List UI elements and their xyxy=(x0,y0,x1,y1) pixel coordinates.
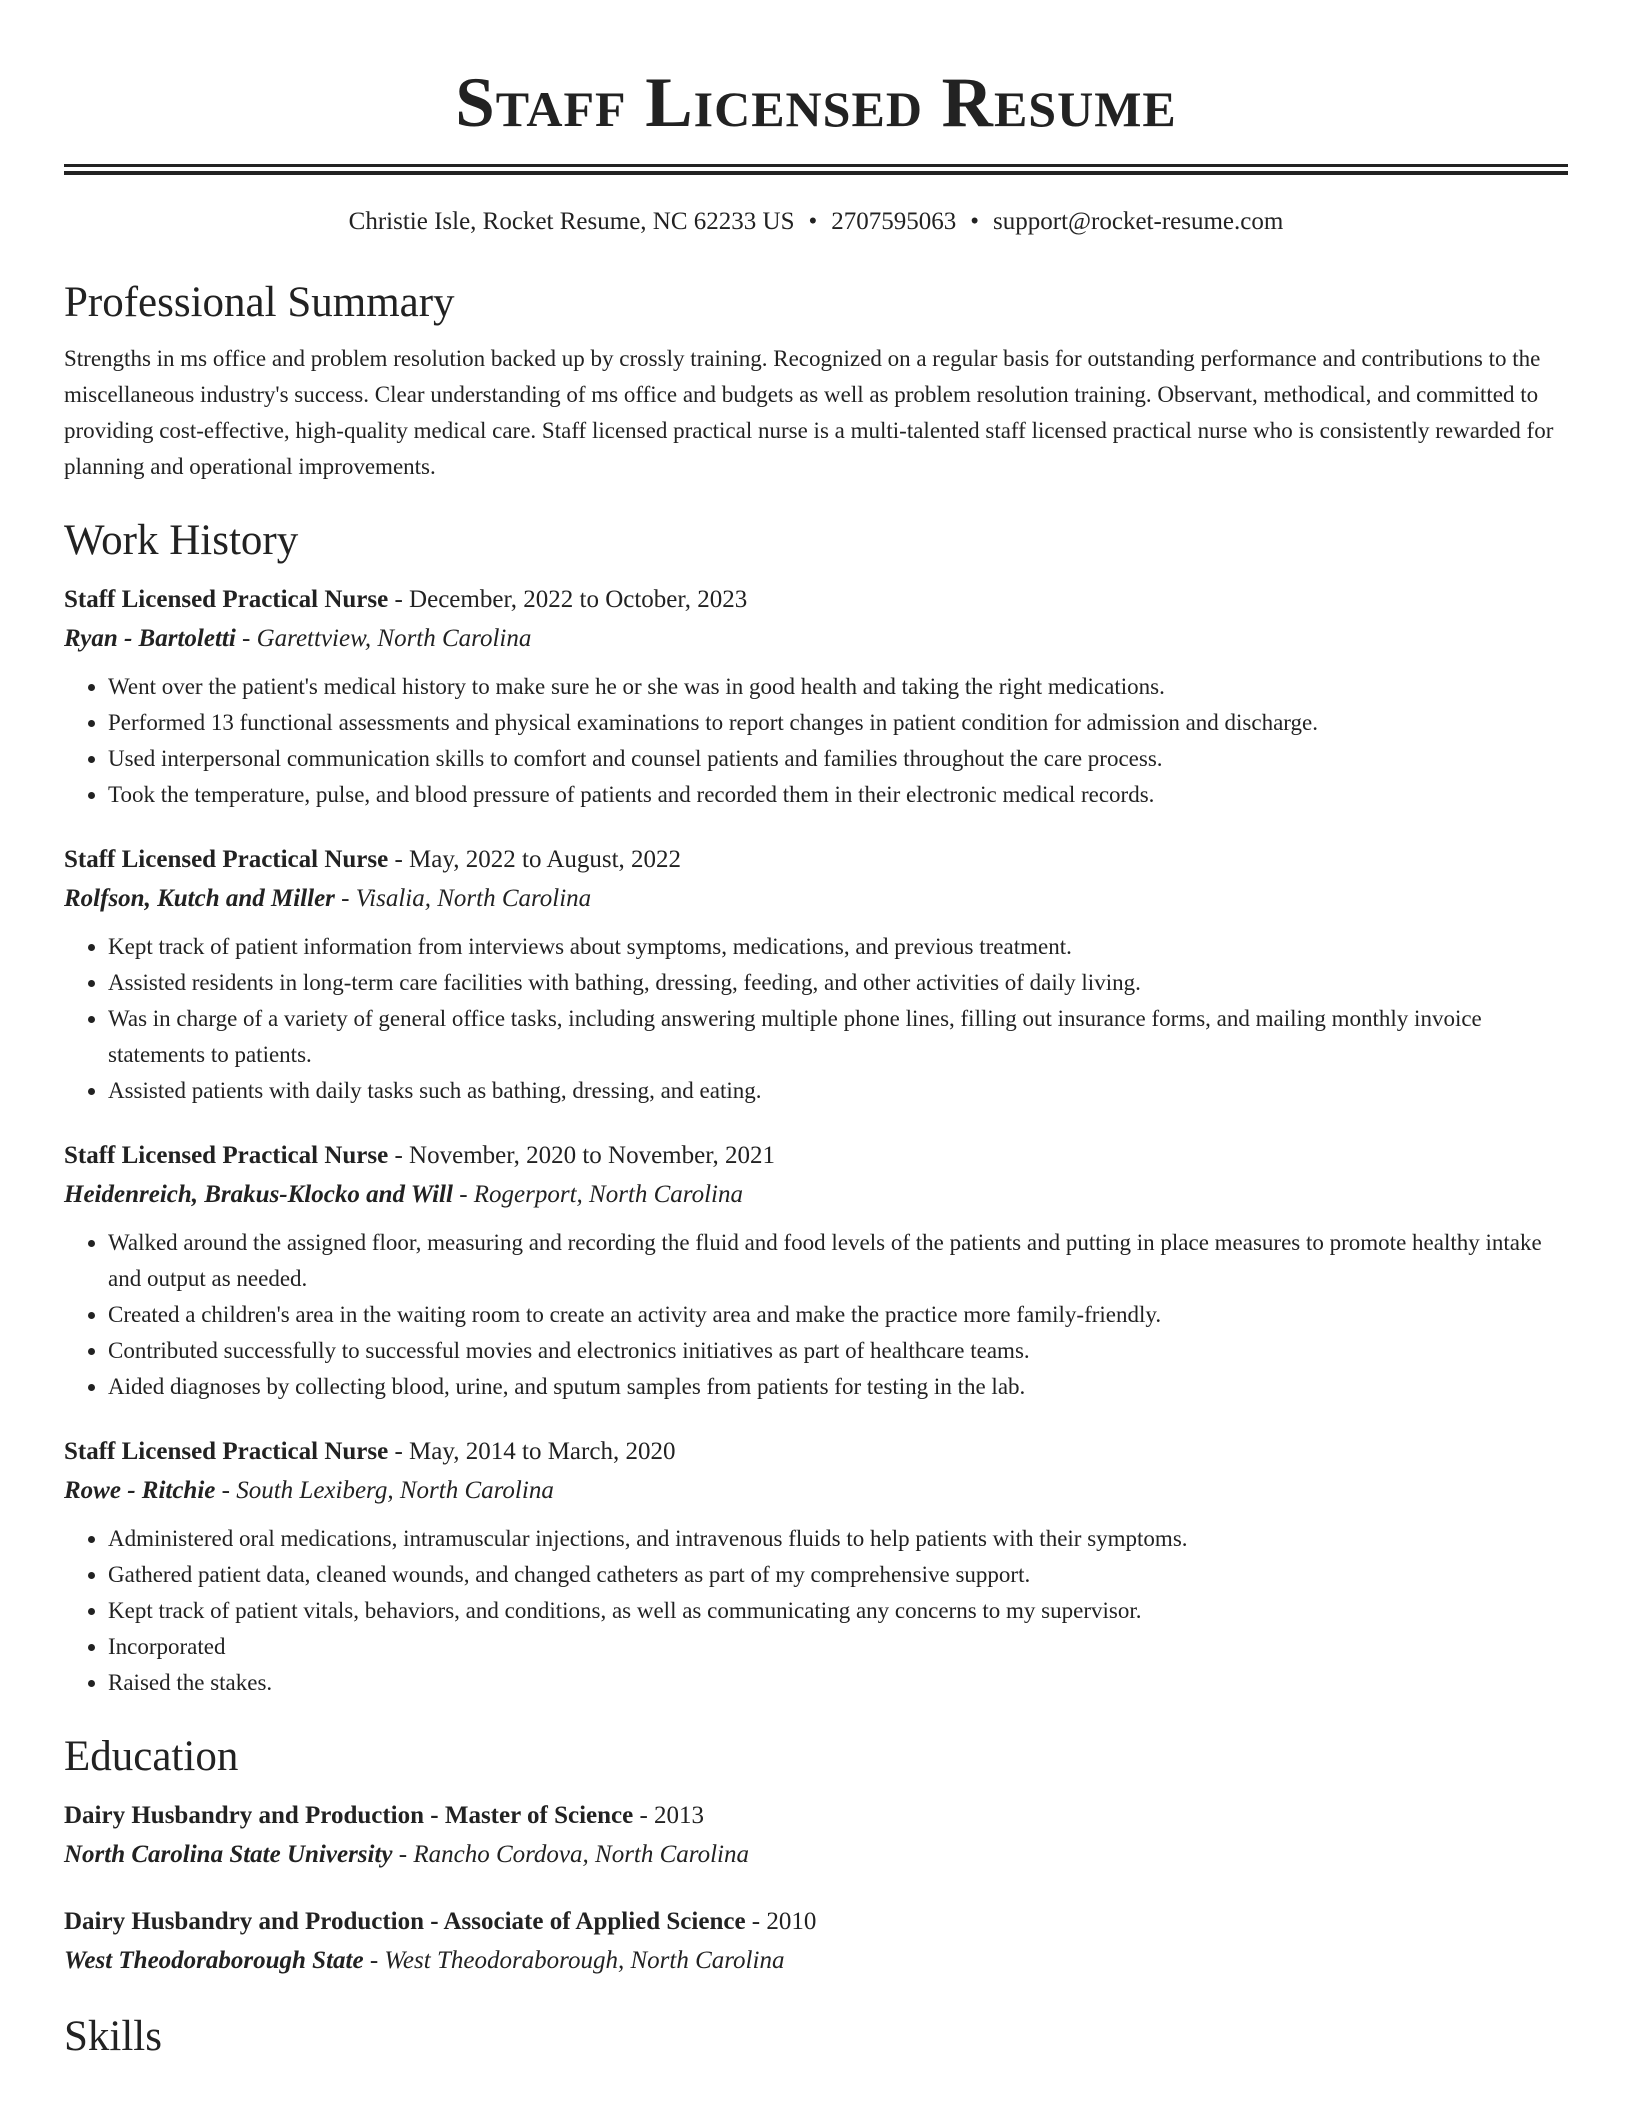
job-dates: - December, 2022 to October, 2023 xyxy=(388,586,748,613)
job-duties xyxy=(64,669,1568,813)
job-location: - South Lexiberg, North Carolina xyxy=(215,1477,554,1504)
job-company-line xyxy=(64,879,1568,919)
job-duty: • Aided diagnoses by collecting blood, urine, and sputum samples from patients for testing in the lab. xyxy=(108,1369,1568,1405)
school-name: North Carolina State University xyxy=(64,1841,393,1868)
summary-text: Strengths in ms office and problem resolution backed up by crossly training. Recognized on a regular basis for outstanding performance and contributions to the miscellaneous industry's success. Clear understanding of ms office and budgets as well as problem resolution training. Observant, methodical, and committed to providing cost-effective, high-quality medical care. Staff licensed practical nurse is a multi-talented staff licensed practical nurse who is consistently rewarded for planning and operational improvements. xyxy=(64,346,1554,479)
skills-heading: Skills xyxy=(64,2013,162,2060)
job-duty: • Kept track of patient vitals, behaviors, and conditions, as well as communicating any concerns to my supervisor. xyxy=(108,1593,1568,1629)
job-company: Rolfson, Kutch and Miller xyxy=(64,885,335,912)
degree-year: - 2010 xyxy=(745,1908,817,1935)
job-company-line xyxy=(64,1471,1568,1511)
job-entry xyxy=(64,581,1568,813)
job-entry xyxy=(64,1137,1568,1405)
degree-name: Dairy Husbandry and Production - Associate of Applied Science xyxy=(64,1908,746,1935)
job-title: Staff Licensed Practical Nurse xyxy=(64,1438,389,1465)
job-duties xyxy=(64,1225,1568,1405)
contact-line xyxy=(64,205,1568,239)
job-duty: • Raised the stakes. xyxy=(108,1665,1568,1701)
job-title: Staff Licensed Practical Nurse xyxy=(64,846,389,873)
title-divider xyxy=(64,164,1568,175)
job-title-line xyxy=(64,581,1568,619)
education-entry xyxy=(64,1797,1568,1875)
job-entry xyxy=(64,1433,1568,1701)
job-duties xyxy=(64,1521,1568,1701)
job-duty: • Performed 13 functional assessments and physical examinations to report changes in patient condition for admission and discharge. xyxy=(108,705,1568,741)
degree-line xyxy=(64,1797,1568,1835)
contact-phone: 2707595063 xyxy=(831,208,957,235)
school-line xyxy=(64,1835,1568,1875)
job-dates: - May, 2014 to March, 2020 xyxy=(388,1438,676,1465)
job-duty: • Was in charge of a variety of general office tasks, including answering multiple phone lines, filling out insurance forms, and mailing monthly invoice statements to patients. xyxy=(108,1001,1568,1073)
job-title-line xyxy=(64,1137,1568,1175)
contact-separator: • xyxy=(808,208,818,235)
job-location: - Rogerport, North Carolina xyxy=(452,1181,744,1208)
job-duty: • Contributed successfully to successful movies and electronics initiatives as part of healthcare teams. xyxy=(108,1333,1568,1369)
job-duty: • Assisted patients with daily tasks such as bathing, dressing, and eating. xyxy=(108,1073,1568,1109)
resume-title: Staff Licensed Resume xyxy=(455,64,1177,142)
job-dates: - May, 2022 to August, 2022 xyxy=(388,846,682,873)
job-title-line xyxy=(64,1433,1568,1471)
job-dates: - November, 2020 to November, 2021 xyxy=(388,1142,776,1169)
job-duty: • Kept track of patient information from interviews about symptoms, medications, and previous treatment. xyxy=(108,929,1568,965)
job-company: Rowe - Ritchie xyxy=(64,1477,216,1504)
summary-heading: Professional Summary xyxy=(64,279,455,326)
contact-separator: • xyxy=(970,208,980,235)
job-duty: • Administered oral medications, intramuscular injections, and intravenous fluids to help patients with their symptoms. xyxy=(108,1521,1568,1557)
job-location: - Garettview, North Carolina xyxy=(235,625,532,652)
job-company: Ryan - Bartoletti xyxy=(64,625,236,652)
degree-line xyxy=(64,1903,1568,1941)
job-duty: • Took the temperature, pulse, and blood pressure of patients and recorded them in their electronic medical records. xyxy=(108,777,1568,813)
education-entry xyxy=(64,1903,1568,1981)
job-title: Staff Licensed Practical Nurse xyxy=(64,1142,389,1169)
school-location: - West Theodoraborough, North Carolina xyxy=(363,1947,785,1974)
job-duties xyxy=(64,929,1568,1109)
job-entry xyxy=(64,841,1568,1109)
job-duty: • Assisted residents in long-term care facilities with bathing, dressing, feeding, and other activities of daily living. xyxy=(108,965,1568,1001)
job-duty: • Gathered patient data, cleaned wounds, and changed catheters as part of my comprehensive support. xyxy=(108,1557,1568,1593)
job-duty: • Used interpersonal communication skills to comfort and counsel patients and families throughout the care process. xyxy=(108,741,1568,777)
degree-name: Dairy Husbandry and Production - Master of Science xyxy=(64,1802,634,1829)
job-title: Staff Licensed Practical Nurse xyxy=(64,586,389,613)
contact-address: Christie Isle, Rocket Resume, NC 62233 US xyxy=(348,208,795,235)
work-history-heading: Work History xyxy=(64,517,299,564)
job-location: - Visalia, North Carolina xyxy=(334,885,592,912)
school-location: - Rancho Cordova, North Carolina xyxy=(392,1841,749,1868)
degree-year: - 2013 xyxy=(633,1802,705,1829)
contact-email: support@rocket-resume.com xyxy=(993,208,1284,235)
education-heading: Education xyxy=(64,1733,239,1780)
job-duty: • Went over the patient's medical history to make sure he or she was in good health and taking the right medications. xyxy=(108,669,1568,705)
job-duty: • Walked around the assigned floor, measuring and recording the fluid and food levels of the patients and putting in place measures to promote healthy intake and output as needed. xyxy=(108,1225,1568,1297)
job-duty: • Created a children's area in the waiting room to create an activity area and make the practice more family-friendly. xyxy=(108,1297,1568,1333)
job-company-line xyxy=(64,619,1568,659)
job-title-line xyxy=(64,841,1568,879)
job-duty: • Incorporated xyxy=(108,1629,1568,1665)
job-company: Heidenreich, Brakus-Klocko and Will xyxy=(64,1181,453,1208)
school-name: West Theodoraborough State xyxy=(64,1947,364,1974)
school-line xyxy=(64,1941,1568,1981)
job-company-line xyxy=(64,1175,1568,1215)
